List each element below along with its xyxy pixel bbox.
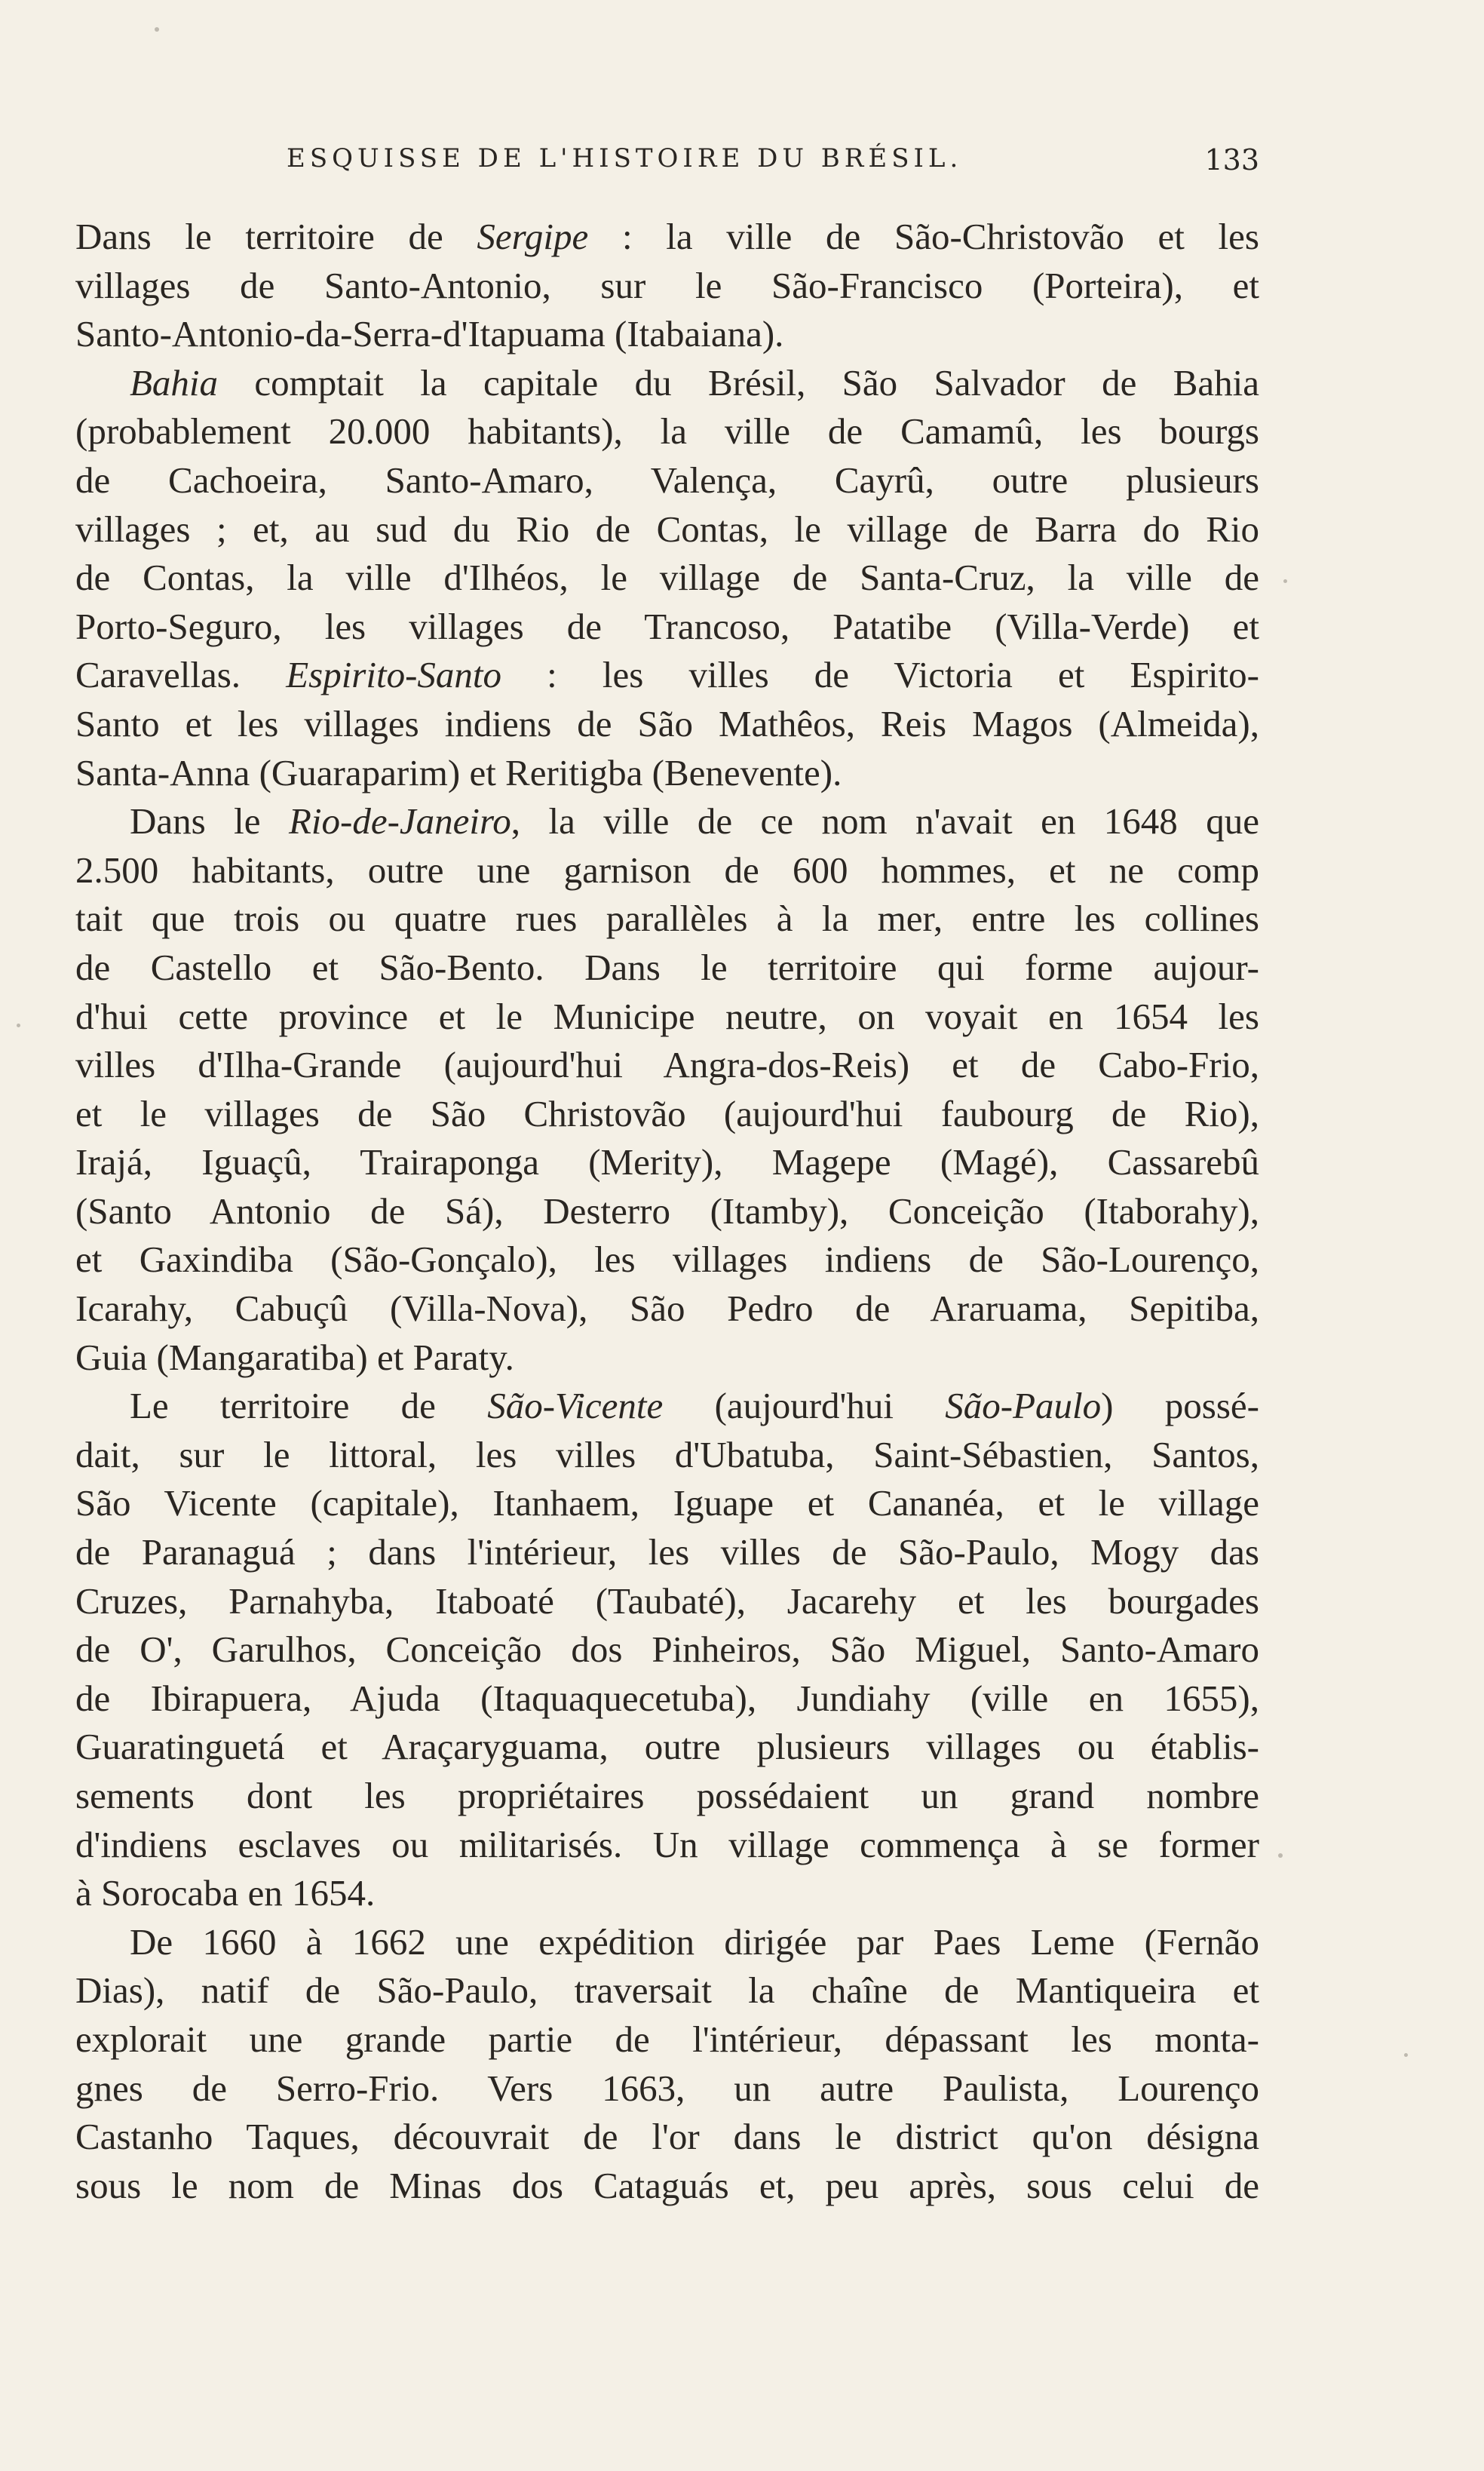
text-run: Porto-Seguro, les villages de Trancoso, Patatibe (Villa-Verde) et (75, 605, 1259, 647)
text-run: Dias), natif de São-Paulo, traversait la chaîne de Mantiqueira et (75, 1969, 1259, 2012)
text-line (75, 993, 1259, 1042)
text-line (75, 1528, 1259, 1577)
text-run: (aujourd'hui (663, 1385, 946, 1427)
text-run: sous le nom de Minas dos Cataguás et, peu après, sous celui de (75, 2164, 1259, 2206)
italic-place-name: Espirito-Santo (286, 654, 502, 696)
page-number: 133 (1204, 143, 1259, 176)
text-run: de O', Garulhos, Conceição dos Pinheiros, São Miguel, Santo-Amaro (75, 1628, 1259, 1671)
text-line (75, 213, 1259, 262)
text-line (75, 1090, 1259, 1139)
text-run: de Cachoeira, Santo-Amaro, Valença, Cayrû, outre plusieurs (75, 459, 1259, 501)
paper-speck (1404, 2053, 1408, 2057)
text-line (75, 749, 1259, 798)
text-run: ) possé- (1101, 1385, 1259, 1427)
text-line (75, 1236, 1259, 1285)
text-run: de Castello et São-Bento. Dans le territoire qui forme aujour- (75, 946, 1259, 988)
text-run: : les villes de Victoria et Espirito- (501, 654, 1259, 696)
text-run: Dans le territoire de (75, 216, 477, 257)
text-run: et Gaxindiba (São-Gonçalo), les villages indiens de São-Lourenço, (75, 1239, 1259, 1281)
text-line (75, 1772, 1259, 1821)
text-line (75, 1285, 1259, 1334)
text-run: : la ville de São-Christovão et les (588, 216, 1259, 257)
text-run: d'hui cette province et le Municipe neutre, on voyait en 1654 les (75, 995, 1259, 1037)
text-run: Le territoire de (130, 1385, 488, 1427)
text-run: De 1660 à 1662 une expédition dirigée par Paes Leme (Fernão (130, 1920, 1259, 1963)
italic-place-name: Rio-de-Janeiro (288, 800, 511, 843)
text-line (75, 1625, 1259, 1674)
text-run: gnes de Serro-Frio. Vers 1663, un autre Paulista, Lourenço (75, 2067, 1259, 2109)
text-line (75, 310, 1259, 359)
text-run: villages ; et, au sud du Rio de Contas, le village de Barra do Rio (75, 508, 1259, 550)
text-line (75, 1431, 1259, 1480)
text-line (75, 262, 1259, 311)
text-line (75, 1723, 1259, 1772)
text-run: Santa-Anna (Guaraparim) et Reritigba (Benevente). (75, 751, 842, 793)
text-line (75, 2064, 1259, 2113)
text-run: Icarahy, Cabuçû (Villa-Nova), São Pedro de Araruama, Sepitiba, (75, 1288, 1259, 1330)
text-line (75, 407, 1259, 456)
text-line (75, 603, 1259, 652)
text-run: (probablement 20.000 habitants), la ville de Camamû, les bourgs (75, 410, 1259, 453)
text-line (75, 1918, 1259, 1967)
text-line (75, 1479, 1259, 1528)
text-line (75, 895, 1259, 944)
text-run: villages de Santo-Antonio, sur le São-Francisco (Porteira), et (75, 264, 1259, 306)
text-run: Irajá, Iguaçû, Trairaponga (Merity), Magepe (Magé), Cassarebû (75, 1141, 1259, 1183)
text-line (75, 651, 1259, 700)
running-head (75, 143, 1259, 189)
text-run: 2.500 habitants, outre une garnison de 600 hommes, et ne comp (75, 849, 1259, 891)
text-run: de Ibirapuera, Ajuda (Itaquaquecetuba), Jundiahy (ville en 1655), (75, 1677, 1259, 1719)
running-title: ESQUISSE DE L'HISTOIRE DU BRÉSIL. (287, 143, 963, 173)
text-run: Santo et les villages indiens de São Mathêos, Reis Magos (Almeida), (75, 702, 1259, 744)
text-run: Guaratinguetá et Araçaryguama, outre plusieurs villages ou établis- (75, 1726, 1259, 1768)
text-run: de Contas, la ville d'Ilhéos, le village de Santa-Cruz, la ville de (75, 557, 1259, 599)
text-run: tait que trois ou quatre rues parallèles à la mer, entre les collines (75, 898, 1259, 940)
text-line (75, 797, 1259, 846)
text-line (75, 554, 1259, 603)
text-run: Santo-Antonio-da-Serra-d'Itapuama (Itabaiana). (75, 313, 784, 355)
text-line (75, 456, 1259, 505)
text-run: et le villages de São Christovão (aujourd'hui faubourg de Rio), (75, 1092, 1259, 1134)
text-run: Cruzes, Parnahyba, Itaboaté (Taubaté), Jacarehy et les bourgades (75, 1579, 1259, 1622)
text-line (75, 1041, 1259, 1090)
text-line (75, 1138, 1259, 1187)
text-line (75, 2113, 1259, 2162)
italic-place-name: Bahia (130, 361, 219, 404)
text-run: , la ville de ce nom n'avait en 1648 que (511, 800, 1259, 843)
paper-speck (17, 1024, 20, 1027)
text-line (75, 505, 1259, 554)
text-run: sements dont les propriétaires possédaient un grand nombre (75, 1775, 1259, 1816)
text-run: Guia (Mangaratiba) et Paraty. (75, 1336, 514, 1378)
text-line (75, 1821, 1259, 1870)
italic-place-name: São-Paulo (945, 1385, 1102, 1427)
text-line (75, 1187, 1259, 1236)
text-line (75, 846, 1259, 895)
text-run: São Vicente (capitale), Itanhaem, Iguape et Cananéa, et le village (75, 1482, 1259, 1524)
text-run: de Paranaguá ; dans l'intérieur, les villes de São-Paulo, Mogy das (75, 1531, 1259, 1573)
text-run: Caravellas. (75, 654, 287, 696)
text-run: à Sorocaba en 1654. (75, 1872, 376, 1914)
text-run: Dans le (130, 800, 289, 843)
paper-speck (155, 27, 159, 32)
text-run: explorait une grande partie de l'intérieur, dépassant les monta- (75, 2018, 1259, 2060)
text-line (75, 1869, 1259, 1918)
paper-speck (1278, 1853, 1283, 1858)
text-run: d'indiens esclaves ou militarisés. Un village commença à se former (75, 1823, 1259, 1865)
italic-place-name: São-Vicente (487, 1385, 664, 1427)
italic-place-name: Sergipe (477, 216, 589, 257)
text-line (75, 2162, 1259, 2211)
text-run: villes d'Ilha-Grande (aujourd'hui Angra-dos-Reis) et de Cabo-Frio, (75, 1044, 1259, 1086)
text-line (75, 1966, 1259, 2015)
body-text (75, 213, 1259, 2210)
text-line (75, 1334, 1259, 1383)
paper-speck (1283, 579, 1287, 583)
text-line (75, 700, 1259, 749)
text-run: dait, sur le littoral, les villes d'Ubatuba, Saint-Sébastien, Santos, (75, 1433, 1259, 1475)
text-line (75, 944, 1259, 993)
text-run: comptait la capitale du Brésil, São Salvador de Bahia (218, 361, 1259, 404)
text-line (75, 359, 1259, 408)
text-line (75, 2015, 1259, 2064)
text-line (75, 1674, 1259, 1724)
text-run: (Santo Antonio de Sá), Desterro (Itamby), Conceição (Itaborahy), (75, 1189, 1259, 1232)
text-line (75, 1382, 1259, 1431)
text-run: Castanho Taques, découvrait de l'or dans le district qu'on désigna (75, 2116, 1259, 2158)
text-line (75, 1577, 1259, 1626)
